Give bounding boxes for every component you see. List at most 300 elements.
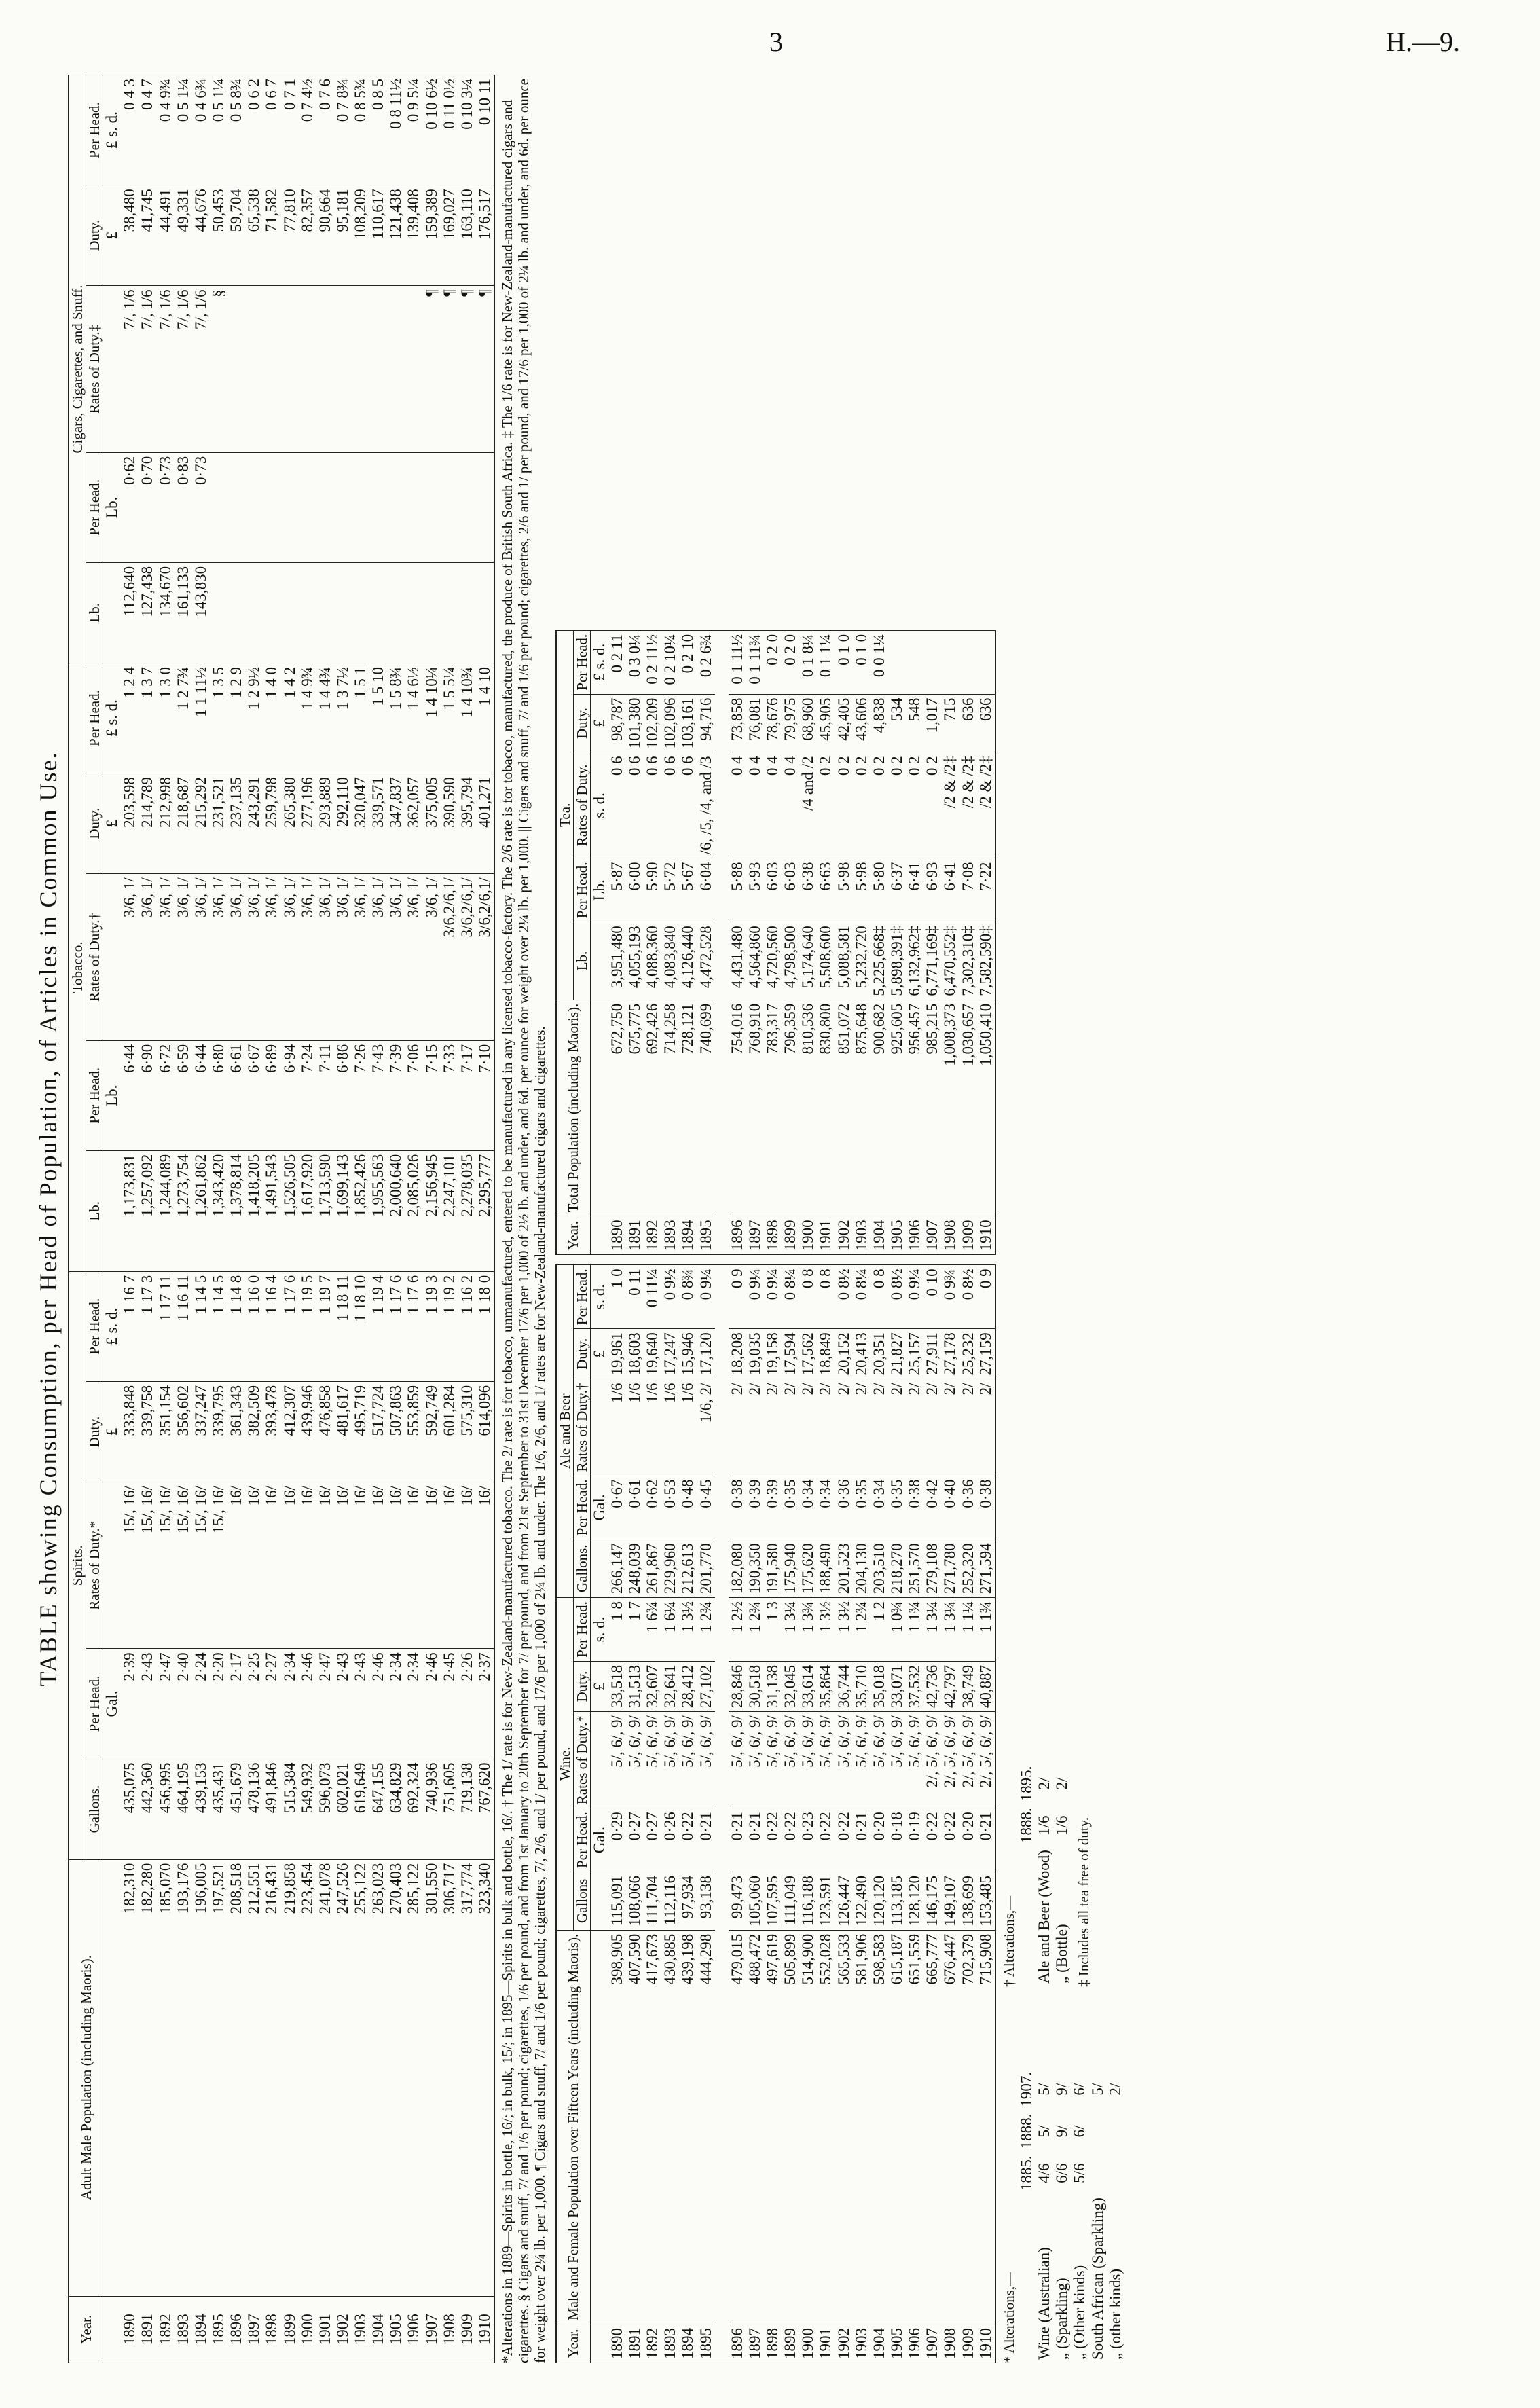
table-cell: 1896: [729, 2324, 746, 2363]
table-row: [888, 630, 906, 1255]
table-cell: 1 0¾: [888, 1598, 906, 1662]
table-cell: 0 8 11½: [387, 75, 405, 185]
table-cell: 108,066: [626, 1872, 644, 1931]
table-cell: [245, 286, 263, 452]
table-row: [679, 1265, 697, 2363]
unit-cell: [590, 1930, 608, 2324]
table-cell: 0 10 3¼: [458, 75, 476, 185]
table-cell: /2 & /2‡: [977, 752, 995, 858]
table-cell: 0 2 10: [679, 630, 697, 694]
table-cell: 2,295,777: [476, 1150, 494, 1271]
table-cell: 182,280: [139, 1859, 156, 2296]
unit-cell: £ s. d.: [103, 663, 122, 773]
table-cell: 1 5 1: [352, 663, 369, 773]
table-cell: 728,121: [679, 1000, 697, 1216]
alterations-head-cell: [1018, 1846, 1035, 1987]
col-header: Per Head.: [573, 1808, 590, 1872]
table-cell: 702,379: [959, 1930, 977, 2324]
table-cell: 2/: [977, 1379, 995, 1476]
table-cell: 1 16 11: [175, 1271, 192, 1381]
table-cell: 15,946: [679, 1329, 697, 1379]
table-cell: 0·39: [746, 1476, 764, 1539]
alterations-cell: 9/: [1053, 2083, 1071, 2096]
table-cell: 218,270: [888, 1539, 906, 1598]
table-cell: 1904: [369, 2296, 387, 2363]
table-cell: 514,900: [799, 1930, 817, 2324]
table-cell: 3/6, 1/: [316, 874, 334, 1040]
col-header: Duty.: [86, 773, 103, 874]
table-cell: 6·41: [941, 858, 959, 922]
table-cell: 1 3½: [679, 1598, 697, 1662]
table-cell: 17,247: [661, 1329, 679, 1379]
table-cell: 592,749: [423, 1381, 441, 1482]
table-cell: 1 16 4: [263, 1271, 280, 1381]
table-cell: 5,225,668‡: [870, 922, 888, 1000]
table-cell: 2·40: [175, 1649, 192, 1759]
table-cell: 35,018: [870, 1661, 888, 1711]
table-cell: 2·43: [139, 1649, 156, 1759]
table-cell: 15/, 16/: [121, 1482, 139, 1649]
table-cell: 0·18: [888, 1808, 906, 1872]
table-cell: 7·24: [299, 1040, 316, 1150]
table-cell: 1,273,754: [175, 1150, 192, 1271]
table-cell: [405, 452, 422, 562]
table-cell: 1907: [923, 2324, 941, 2363]
table-cell: 203,510: [870, 1539, 888, 1598]
table-cell: 0·26: [661, 1808, 679, 1872]
table-cell: 1,617,920: [299, 1150, 316, 1271]
table-cell: 1/6, 2/: [697, 1379, 715, 1476]
table-cell: [423, 452, 441, 562]
col-header: Duty.: [573, 694, 590, 752]
table-cell: 4,564,860: [746, 922, 764, 1000]
table-row: [799, 630, 817, 1255]
table-cell: [316, 452, 334, 562]
table-cell: 339,571: [369, 773, 387, 874]
table-cell: 7·33: [441, 1040, 458, 1150]
table-cell: 320,047: [352, 773, 369, 874]
group-header-wine: Wine.: [556, 1598, 574, 1931]
table-cell: 5,508,600: [817, 922, 835, 1000]
table-cell: 740,699: [697, 1000, 715, 1216]
table-cell: 7·08: [959, 858, 977, 922]
table-cell: 1/6: [661, 1379, 679, 1476]
table-cell: 3/6, 1/: [121, 874, 139, 1040]
unit-cell: [103, 1150, 122, 1271]
table-cell: 417,673: [644, 1930, 661, 2324]
table-cell: 3/6, 1/: [423, 874, 441, 1040]
table-cell: [977, 630, 995, 694]
table-cell: 35,864: [817, 1661, 835, 1711]
table-cell: 1,008,373: [941, 1000, 959, 1216]
table-cell: 361,343: [227, 1381, 245, 1482]
table-cell: 692,426: [644, 1000, 661, 1216]
table-cell: 1,378,814: [227, 1150, 245, 1271]
table-cell: 261,867: [644, 1539, 661, 1598]
table-cell: 35,710: [853, 1661, 870, 1711]
table-cell: 182,310: [121, 1859, 139, 2296]
unit-row: [590, 1265, 608, 2363]
table-cell: 5·72: [661, 858, 679, 922]
table-cell: 99,473: [729, 1872, 746, 1931]
col-header: Year.: [69, 2296, 103, 2363]
table1-footnotes: *Alterations in 1889—Spirits in bottle, 16/; in bulk, 15/; in 1895—Spirits in bulk and bottle, 16/. † The 1/ rate is for New-Zealand-manufactured tobacco. The 2/ rate is for tobacco, unmanufactured, entered to be manufactured in any licensed tobacco-factory. The 2/6 rate is for tobacco, manufactured, the produce of British South Africa. ‡ The 1/6 rate is for New-Zealand-manufactured cigars and cigarettes. § Cigars and snuff, 7/ and 1/6 per pound; cigarettes, 1/6 per pound, and from 1st January to 20th September for 7/ per pound, and from 21st September to 31st December 17/6 per 1,000 of 2½ lb. and under, and 6d. per ounce for weight over 2¼ lb. per 1,000. || Cigars and snuff, 7/ and 1/6 per pound; cigarettes, 2/6 and 1/ per pound, and 17/6 per 1,000 of 2¼ lb. and under, and 6d. per ounce for weight over 2¼ lb. per 1,000. ¶ Cigars and snuff, 7/ and 1/6 per pound; cigarettes, 7/, 2/6, and 1/ per pound, and 17/6 per 1,000 of 2¼ lb. and under. The 1/6, 2/6, and 1/ rates are for New-Zealand-manufactured cigars and cigarettes.: [499, 79, 549, 2363]
table-row: [263, 75, 280, 2363]
table-cell: 146,175: [923, 1872, 941, 1931]
table-cell: 1905: [888, 2324, 906, 2363]
table-cell: 1890: [121, 2296, 139, 2363]
table-cell: 900,682: [870, 1000, 888, 1216]
table-cell: 596,073: [316, 1759, 334, 1859]
table-cell: 1 18 0: [476, 1271, 494, 1381]
table-cell: 0·36: [959, 1476, 977, 1539]
table-cell: 18,849: [817, 1329, 835, 1379]
table-cell: 497,619: [764, 1930, 782, 2324]
table-cell: 6,470,552‡: [941, 922, 959, 1000]
table-cell: 0·73: [192, 452, 210, 562]
table-cell: 214,789: [139, 773, 156, 874]
table-cell: 1 5 5¼: [441, 663, 458, 773]
table-cell: 231,521: [210, 773, 227, 874]
table-cell: 1 14 8: [227, 1271, 245, 1381]
table-cell: 0 10: [923, 1265, 941, 1329]
table-row: [661, 630, 679, 1255]
table-cell: 163,110: [458, 185, 476, 286]
table-cell: 0·34: [870, 1476, 888, 1539]
table-cell: 1,699,143: [334, 1150, 352, 1271]
table-cell: 412,307: [281, 1381, 299, 1482]
table-cell: 1902: [334, 2296, 352, 2363]
alterations-row: [1035, 1763, 1053, 1987]
table-row: [281, 75, 299, 2363]
table-cell: 1 1 11½: [192, 663, 210, 773]
table-cell: 1,030,657: [959, 1000, 977, 1216]
table-cell: 444,298: [697, 1930, 715, 2324]
table-row: [697, 1265, 715, 2363]
table-cell: [441, 562, 458, 663]
table-cell: 33,614: [799, 1661, 817, 1711]
table-cell: 7·10: [476, 1040, 494, 1150]
table-cell: 7·17: [458, 1040, 476, 1150]
table-cell: 0·21: [853, 1808, 870, 1872]
table-cell: 2·27: [263, 1649, 280, 1759]
table-cell: [476, 452, 494, 562]
table-row: [157, 75, 175, 2363]
col-header: Per Head.: [573, 858, 590, 922]
table-cell: 243,291: [245, 773, 263, 874]
table-cell: 153,485: [977, 1872, 995, 1931]
col-header: Lb.: [86, 1150, 103, 1271]
table-cell: 6·90: [139, 1040, 156, 1150]
col-header: Per Head.: [573, 630, 590, 694]
table-cell: 0 6: [661, 752, 679, 858]
table-cell: 16/: [352, 1482, 369, 1649]
table-cell: 3/6, 1/: [352, 874, 369, 1040]
table-cell: 2·20: [210, 1649, 227, 1759]
table-cell: [334, 562, 352, 663]
table-cell: 0 6: [608, 752, 626, 858]
table-cell: 3/6, 1/: [192, 874, 210, 1040]
table-cell: 0·34: [799, 1476, 817, 1539]
col-header: Duty.: [573, 1661, 590, 1711]
table-cell: 3/6,2/6,1/: [476, 874, 494, 1040]
alterations-cell: [1089, 2152, 1107, 2194]
table-cell: 1 19 7: [316, 1271, 334, 1381]
table-cell: 27,178: [941, 1329, 959, 1379]
unit-cell: [590, 1216, 608, 1255]
col-header: Per Head.: [86, 663, 103, 773]
table-cell: 2,247,101: [441, 1150, 458, 1271]
table-cell: §: [210, 286, 227, 452]
table-cell: 251,570: [906, 1539, 923, 1598]
unit-cell: [103, 1482, 122, 1649]
table-cell: 5/, 6/, 9/: [799, 1712, 817, 1808]
table-cell: 0·20: [870, 1808, 888, 1872]
table-cell: 6·44: [121, 1040, 139, 1150]
table-cell: 1901: [817, 1216, 835, 1255]
table-cell: 0·19: [906, 1808, 923, 1872]
table-cell: 1 3¼: [923, 1598, 941, 1662]
table-cell: 6·80: [210, 1040, 227, 1150]
table-cell: 0 6 7: [263, 75, 280, 185]
table-cell: 2/: [835, 1379, 853, 1476]
table-cell: 1 5 8¾: [387, 663, 405, 773]
unit-cell: [590, 922, 608, 1000]
alterations-row: [1071, 2068, 1088, 2363]
table-cell: 751,605: [441, 1759, 458, 1859]
table-cell: 488,472: [746, 1930, 764, 2324]
table-cell: 647,155: [369, 1759, 387, 1859]
alterations-cell: 6/: [1071, 2125, 1088, 2138]
unit-cell: s. d.: [590, 752, 608, 858]
table-cell: 337,247: [192, 1381, 210, 1482]
table-cell: 1 1¾: [906, 1598, 923, 1662]
table-cell: 7,302,310‡: [959, 922, 977, 1000]
table-cell: 0 2: [906, 752, 923, 858]
table-cell: 143,830: [192, 562, 210, 663]
table-cell: 1 17 6: [387, 1271, 405, 1381]
table-row: [175, 75, 192, 2363]
table-row: [870, 630, 888, 1255]
table-cell: 1 16 7: [121, 1271, 139, 1381]
table-cell: 0·27: [644, 1808, 661, 1872]
table-cell: 134,670: [157, 562, 175, 663]
table-cell: 1894: [192, 2296, 210, 2363]
alterations-cell: [1089, 2111, 1107, 2153]
table-row: [441, 75, 458, 2363]
table-cell: 0 9 5¼: [405, 75, 422, 185]
table-cell: 97,934: [679, 1872, 697, 1931]
table-cell: 1 2¾: [853, 1598, 870, 1662]
table-cell: 0 9: [729, 1265, 746, 1329]
table-cell: 90,664: [316, 185, 334, 286]
alterations-cell: Wine (Australian): [1035, 2247, 1053, 2360]
table-cell: 126,447: [835, 1872, 853, 1931]
table-cell: 1897: [746, 2324, 764, 2363]
table-cell: 3/6, 1/: [299, 874, 316, 1040]
alterations-head-cell: 1888.: [1018, 2113, 1035, 2149]
table-cell: 6·63: [817, 858, 835, 922]
table-cell: 0·34: [817, 1476, 835, 1539]
group-header-tobacco: Tobacco.: [69, 663, 86, 1272]
table-cell: 7·43: [369, 1040, 387, 1150]
table-row: [626, 630, 644, 1255]
table-cell: 113,185: [888, 1872, 906, 1931]
table-cell: 31,138: [764, 1661, 782, 1711]
table-cell: 82,357: [299, 185, 316, 286]
table-row: [782, 630, 799, 1255]
table-cell: 442,360: [139, 1759, 156, 1859]
table-cell: 5/, 6/, 9/: [697, 1712, 715, 1808]
unit-cell: Lb.: [103, 452, 122, 562]
table-cell: [888, 630, 906, 694]
table-cell: 16/: [423, 1482, 441, 1649]
table-row: [835, 630, 853, 1255]
table-cell: 1,261,862: [192, 1150, 210, 1271]
table-cell: 16/: [387, 1482, 405, 1649]
unit-cell: Lb.: [103, 1040, 122, 1150]
col-header: Gallons: [573, 1872, 590, 1931]
table-cell: 73,858: [729, 694, 746, 752]
table-cell: 0 1 8¼: [799, 630, 817, 694]
table-cell: 115,091: [608, 1872, 626, 1931]
alterations-cell: [1107, 2111, 1124, 2153]
table-cell: 956,457: [906, 1000, 923, 1216]
table-cell: 1 19 4: [369, 1271, 387, 1381]
table-cell: 149,107: [941, 1872, 959, 1931]
table-cell: 16/: [316, 1482, 334, 1649]
table-cell: 5·80: [870, 858, 888, 922]
table-cell: 0 8: [870, 1265, 888, 1329]
table-cell: 715: [941, 694, 959, 752]
table-cell: 0 1 11½: [729, 630, 746, 694]
table-cell: 0·45: [697, 1476, 715, 1539]
table-cell: 5/, 6/, 9/: [906, 1712, 923, 1808]
table-cell: 5/, 6/, 9/: [817, 1712, 835, 1808]
table-cell: 2·26: [458, 1649, 476, 1759]
table-cell: [405, 286, 422, 452]
table-cell: 495,719: [352, 1381, 369, 1482]
table-cell: 0 9¾: [941, 1265, 959, 1329]
table-cell: 7/, 1/6: [157, 286, 175, 452]
table-cell: [941, 630, 959, 694]
table-cell: 2/: [888, 1379, 906, 1476]
table-cell: 107,595: [764, 1872, 782, 1931]
alterations-cell: „ (Other kinds): [1071, 2265, 1088, 2360]
table-cell: 2·45: [441, 1649, 458, 1759]
table-cell: 0·53: [661, 1476, 679, 1539]
unit-row: [103, 75, 122, 2363]
table-cell: 1901: [316, 2296, 334, 2363]
table-cell: 1/6: [679, 1379, 697, 1476]
table-cell: 0 7 6: [316, 75, 334, 185]
table-cell: 3/6, 1/: [281, 874, 299, 1040]
table-cell: 0·38: [729, 1476, 746, 1539]
table-cell: 0 2: [817, 752, 835, 858]
table-cell: 1908: [941, 1216, 959, 1255]
table-cell: 0·62: [121, 452, 139, 562]
table-cell: 1890: [608, 2324, 626, 2363]
table-cell: 714,258: [661, 1000, 679, 1216]
table-cell: [458, 452, 476, 562]
table-cell: 4,431,480: [729, 922, 746, 1000]
table-cell: 59,704: [227, 185, 245, 286]
table-cell: 6·44: [192, 1040, 210, 1150]
unit-cell: [103, 1859, 122, 2296]
table-cell: 271,780: [941, 1539, 959, 1598]
col-header: Total Population (including Maoris).: [556, 1000, 591, 1216]
table-cell: 439,153: [192, 1759, 210, 1859]
table-cell: 1 2¾: [746, 1598, 764, 1662]
table-cell: 3/6, 1/: [405, 874, 422, 1040]
table-cell: 619,649: [352, 1759, 369, 1859]
table-cell: 306,717: [441, 1859, 458, 2296]
table-cell: 1910: [977, 1216, 995, 1255]
table-cell: 0·21: [977, 1808, 995, 1872]
table-cell: [405, 562, 422, 663]
table-cell: 2/: [870, 1379, 888, 1476]
table-row: [941, 1265, 959, 2363]
table-cell: 6·72: [157, 1040, 175, 1150]
table-cell: 636: [977, 694, 995, 752]
table-cell: 1905: [387, 2296, 405, 2363]
table-cell: 1,852,426: [352, 1150, 369, 1271]
table-cell: 0 7 1: [281, 75, 299, 185]
table-cell: 715,908: [977, 1930, 995, 2324]
table-cell: 0 6 2: [245, 75, 263, 185]
table-cell: /4 and /2: [799, 752, 817, 858]
table-cell: 93,138: [697, 1872, 715, 1931]
unit-cell: Lb.: [590, 858, 608, 922]
alterations-cell: Ale and Beer (Wood): [1035, 1850, 1053, 1984]
table-cell: 2·25: [245, 1649, 263, 1759]
table-cell: 4,126,440: [679, 922, 697, 1000]
row-gap: [715, 1265, 729, 2363]
table-cell: 108,209: [352, 185, 369, 286]
table-cell: 2/: [906, 1379, 923, 1476]
alterations-cell: 4/6: [1035, 2163, 1053, 2183]
table-cell: 456,995: [157, 1759, 175, 1859]
table-cell: 5,174,640: [799, 922, 817, 1000]
table-cell: 7/, 1/6: [175, 286, 192, 452]
table-cell: 1903: [853, 1216, 870, 1255]
table-cell: 1 19 3: [423, 1271, 441, 1381]
table-cell: 2·43: [334, 1649, 352, 1759]
table-cell: 1,173,831: [121, 1150, 139, 1271]
table-cell: [387, 452, 405, 562]
alterations-head-cell: 1885.: [1018, 2155, 1035, 2191]
table-cell: 2/: [799, 1379, 817, 1476]
table-cell: 7·11: [316, 1040, 334, 1150]
table-cell: 1 16 2: [458, 1271, 476, 1381]
table-cell: 810,536: [799, 1000, 817, 1216]
table-cell: 7·26: [352, 1040, 369, 1150]
table-row: [817, 1265, 835, 2363]
table-cell: 19,640: [644, 1329, 661, 1379]
table-cell: 549,932: [299, 1759, 316, 1859]
col-header: Gallons.: [86, 1759, 103, 1859]
table-cell: 44,491: [157, 185, 175, 286]
rotated-content: [34, 75, 1480, 2363]
table-row: [352, 75, 369, 2363]
table-cell: 5,232,720: [853, 922, 870, 1000]
table-cell: 1 8: [608, 1598, 626, 1662]
table-cell: 223,454: [299, 1859, 316, 2296]
table-cell: 5/, 6/, 9/: [729, 1712, 746, 1808]
table-cell: 925,605: [888, 1000, 906, 1216]
ale-alterations-table: [1018, 1763, 1071, 1987]
alterations-cell: 2/: [1035, 1777, 1053, 1790]
